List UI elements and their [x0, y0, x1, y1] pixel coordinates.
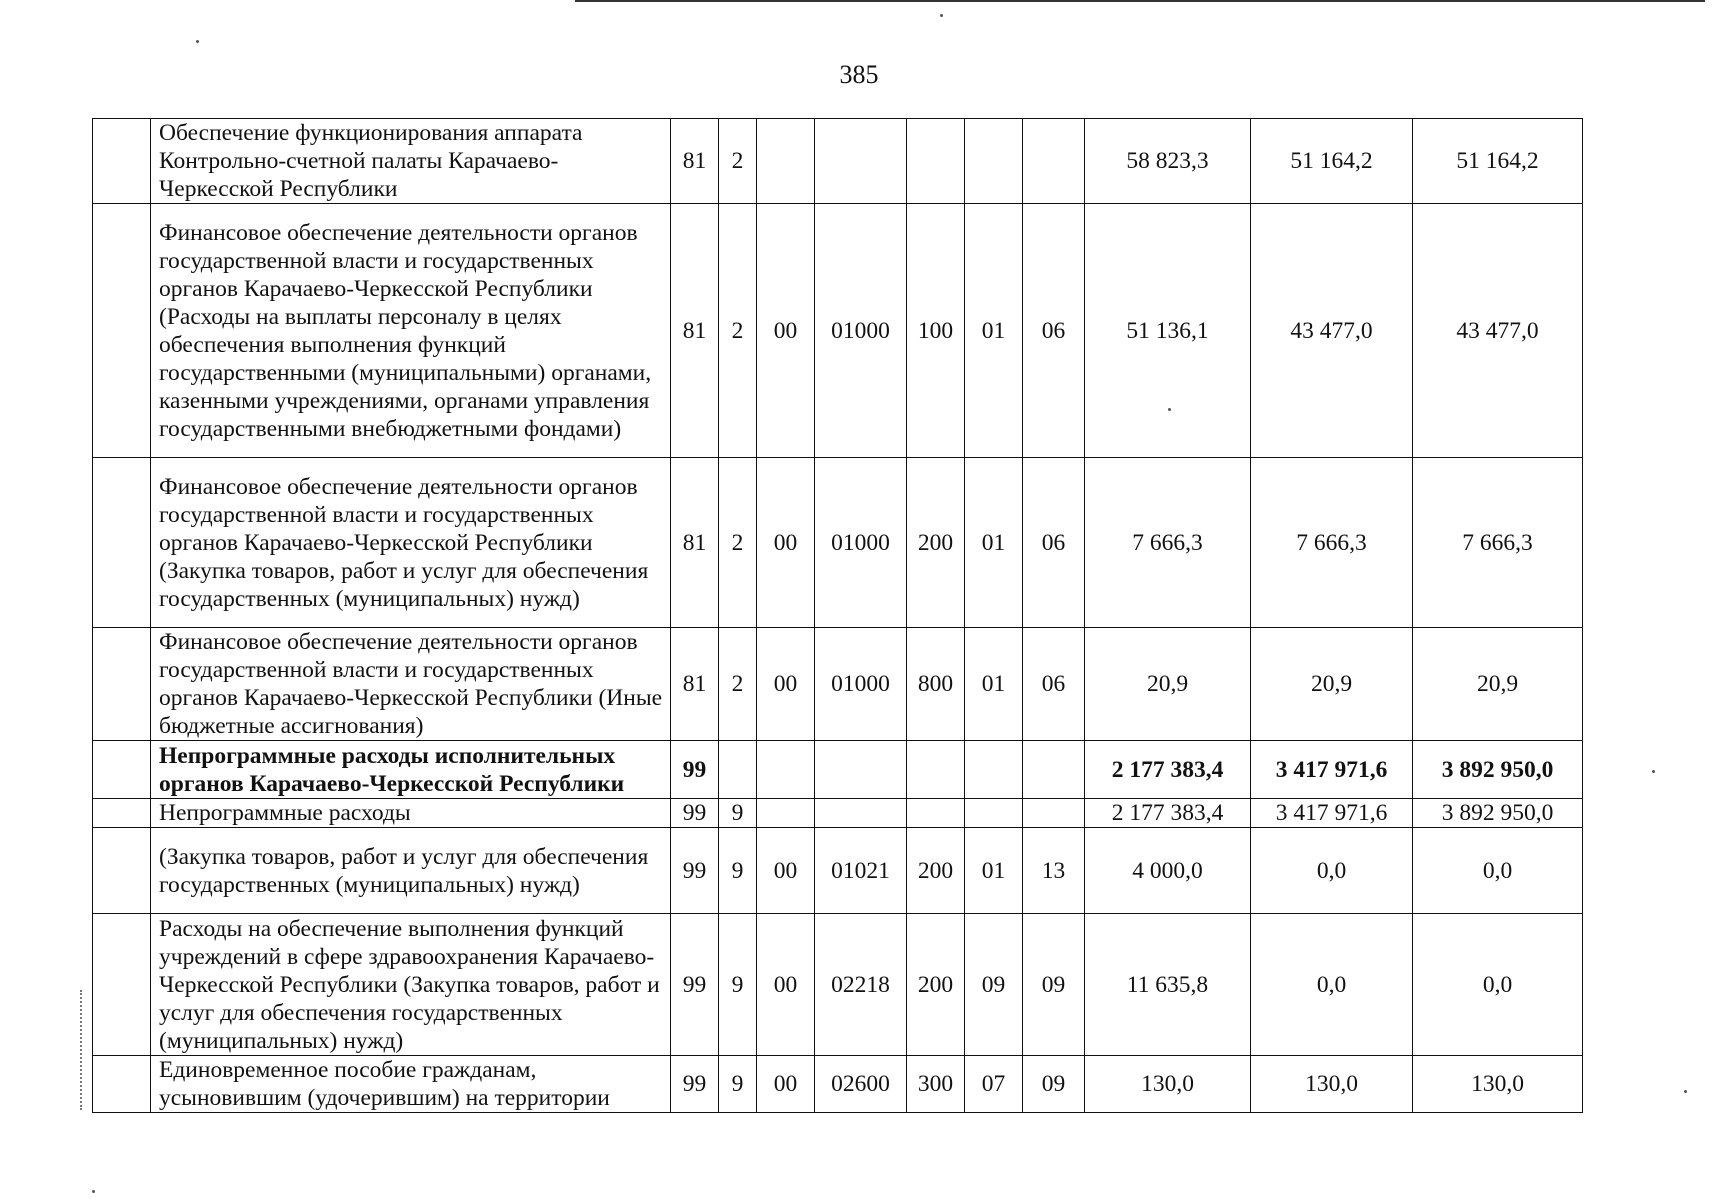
- expense-type-cell: [907, 741, 965, 799]
- subsection-cell: 09: [1023, 1056, 1085, 1113]
- code-subprogram-cell: 2: [719, 458, 757, 628]
- section-cell: [965, 119, 1023, 204]
- subsection-cell: [1023, 119, 1085, 204]
- subsection-cell: 09: [1023, 914, 1085, 1056]
- item-name-cell: Обеспечение функционирования аппарата Контрольно-счетной палаты Карачаево-Черкесской Республики: [151, 119, 671, 204]
- subsection-cell: 13: [1023, 828, 1085, 914]
- section-cell: 01: [965, 828, 1023, 914]
- section-cell: 09: [965, 914, 1023, 1056]
- row-index-cell: [93, 914, 151, 1056]
- table-row: [93, 628, 1583, 741]
- amount-year3-cell: 0,0: [1413, 828, 1583, 914]
- page-number: 385: [839, 60, 879, 89]
- table-row: [93, 914, 1583, 1056]
- code-program-cell: 99: [671, 1056, 719, 1113]
- code-main-event-cell: 00: [757, 458, 815, 628]
- scan-speck: [1168, 408, 1171, 411]
- expense-type-cell: 800: [907, 628, 965, 741]
- code-subprogram-cell: [719, 741, 757, 799]
- amount-year2-cell: 3 417 971,6: [1251, 741, 1413, 799]
- section-cell: 07: [965, 1056, 1023, 1113]
- scan-speck: [196, 40, 199, 43]
- code-direction-cell: 02218: [815, 914, 907, 1056]
- code-direction-cell: 01000: [815, 628, 907, 741]
- code-program-cell: 81: [671, 119, 719, 204]
- table-row: [93, 204, 1583, 458]
- table-body: [93, 119, 1583, 1113]
- table-row: [93, 119, 1583, 204]
- subsection-cell: 06: [1023, 628, 1085, 741]
- code-direction-cell: [815, 799, 907, 828]
- item-name-cell: Расходы на обеспечение выполнения функций учреждений в сфере здравоохранения Карачаево-Черкесской Республики (Закупка товаров, работ и услуг для обеспечения государственных (муниципальных) нужд): [151, 914, 671, 1056]
- scan-margin-mark: [80, 990, 100, 1110]
- amount-year3-cell: 43 477,0: [1413, 204, 1583, 458]
- scan-speck: [92, 1190, 95, 1193]
- amount-year3-cell: 3 892 950,0: [1413, 799, 1583, 828]
- amount-year1-cell: 11 635,8: [1085, 914, 1251, 1056]
- row-index-cell: [93, 119, 151, 204]
- amount-year1-cell: 51 136,1: [1085, 204, 1251, 458]
- code-main-event-cell: 00: [757, 1056, 815, 1113]
- code-main-event-cell: [757, 741, 815, 799]
- item-name-cell: Непрограммные расходы: [151, 799, 671, 828]
- section-cell: 01: [965, 458, 1023, 628]
- expense-type-cell: 200: [907, 458, 965, 628]
- row-index-cell: [93, 628, 151, 741]
- code-subprogram-cell: 9: [719, 1056, 757, 1113]
- code-direction-cell: 02600: [815, 1056, 907, 1113]
- amount-year1-cell: 2 177 383,4: [1085, 799, 1251, 828]
- amount-year1-cell: 2 177 383,4: [1085, 741, 1251, 799]
- code-subprogram-cell: 9: [719, 799, 757, 828]
- expense-type-cell: [907, 799, 965, 828]
- amount-year3-cell: 7 666,3: [1413, 458, 1583, 628]
- code-main-event-cell: [757, 799, 815, 828]
- row-index-cell: [93, 458, 151, 628]
- amount-year1-cell: 58 823,3: [1085, 119, 1251, 204]
- code-program-cell: 81: [671, 204, 719, 458]
- code-main-event-cell: 00: [757, 204, 815, 458]
- amount-year2-cell: 7 666,3: [1251, 458, 1413, 628]
- amount-year2-cell: 43 477,0: [1251, 204, 1413, 458]
- code-subprogram-cell: 2: [719, 628, 757, 741]
- table-row: [93, 1056, 1583, 1113]
- code-program-cell: 81: [671, 458, 719, 628]
- table-row: [93, 828, 1583, 914]
- row-index-cell: [93, 741, 151, 799]
- table-row: [93, 741, 1583, 799]
- amount-year1-cell: 4 000,0: [1085, 828, 1251, 914]
- row-index-cell: [93, 799, 151, 828]
- amount-year2-cell: 0,0: [1251, 914, 1413, 1056]
- budget-table: [92, 118, 1583, 1113]
- code-main-event-cell: [757, 119, 815, 204]
- scan-speck: [940, 14, 943, 17]
- row-index-cell: [93, 828, 151, 914]
- code-program-cell: 81: [671, 628, 719, 741]
- amount-year3-cell: 130,0: [1413, 1056, 1583, 1113]
- row-index-cell: [93, 1056, 151, 1113]
- expense-type-cell: 300: [907, 1056, 965, 1113]
- amount-year3-cell: 3 892 950,0: [1413, 741, 1583, 799]
- code-main-event-cell: 00: [757, 628, 815, 741]
- expense-type-cell: [907, 119, 965, 204]
- row-index-cell: [93, 204, 151, 458]
- amount-year2-cell: 0,0: [1251, 828, 1413, 914]
- subsection-cell: 06: [1023, 458, 1085, 628]
- table-row: [93, 799, 1583, 828]
- code-direction-cell: [815, 741, 907, 799]
- section-cell: [965, 799, 1023, 828]
- code-program-cell: 99: [671, 741, 719, 799]
- amount-year3-cell: 51 164,2: [1413, 119, 1583, 204]
- code-direction-cell: [815, 119, 907, 204]
- item-name-cell: (Закупка товаров, работ и услуг для обеспечения государственных (муниципальных) нужд): [151, 828, 671, 914]
- code-program-cell: 99: [671, 828, 719, 914]
- amount-year1-cell: 20,9: [1085, 628, 1251, 741]
- amount-year2-cell: 20,9: [1251, 628, 1413, 741]
- code-main-event-cell: 00: [757, 914, 815, 1056]
- amount-year1-cell: 7 666,3: [1085, 458, 1251, 628]
- item-name-cell: Единовременное пособие гражданам, усыновившим (удочерившим) на территории: [151, 1056, 671, 1113]
- table-row: [93, 458, 1583, 628]
- item-name-cell: Финансовое обеспечение деятельности органов государственной власти и государственных органов Карачаево-Черкесской Республики (Закупка товаров, работ и услуг для обеспечения государственных (муниципальных) нужд): [151, 458, 671, 628]
- amount-year1-cell: 130,0: [1085, 1056, 1251, 1113]
- top-border-line: [575, 0, 1705, 2]
- item-name-cell: Финансовое обеспечение деятельности органов государственной власти и государственных органов Карачаево-Черкесской Республики (Расходы на выплаты персоналу в целях обеспечения выполнения функций государственными (муниципальными) органами, казенными учреждениями, органами управления государственными внебюджетными фондами): [151, 204, 671, 458]
- amount-year2-cell: 51 164,2: [1251, 119, 1413, 204]
- expense-type-cell: 100: [907, 204, 965, 458]
- amount-year2-cell: 3 417 971,6: [1251, 799, 1413, 828]
- amount-year2-cell: 130,0: [1251, 1056, 1413, 1113]
- code-program-cell: 99: [671, 914, 719, 1056]
- item-name-cell: Непрограммные расходы исполнительных органов Карачаево-Черкесской Республики: [151, 741, 671, 799]
- section-cell: [965, 741, 1023, 799]
- amount-year3-cell: 20,9: [1413, 628, 1583, 741]
- code-main-event-cell: 00: [757, 828, 815, 914]
- section-cell: 01: [965, 628, 1023, 741]
- amount-year3-cell: 0,0: [1413, 914, 1583, 1056]
- subsection-cell: [1023, 799, 1085, 828]
- expense-type-cell: 200: [907, 828, 965, 914]
- code-direction-cell: 01000: [815, 458, 907, 628]
- code-direction-cell: 01000: [815, 204, 907, 458]
- expense-type-cell: 200: [907, 914, 965, 1056]
- code-subprogram-cell: 2: [719, 119, 757, 204]
- subsection-cell: [1023, 741, 1085, 799]
- code-subprogram-cell: 2: [719, 204, 757, 458]
- scan-speck: [1684, 1090, 1687, 1093]
- code-subprogram-cell: 9: [719, 914, 757, 1056]
- code-subprogram-cell: 9: [719, 828, 757, 914]
- code-direction-cell: 01021: [815, 828, 907, 914]
- item-name-cell: Финансовое обеспечение деятельности органов государственной власти и государственных органов Карачаево-Черкесской Республики (Иные бюджетные ассигнования): [151, 628, 671, 741]
- scan-speck: [1652, 770, 1655, 773]
- code-program-cell: 99: [671, 799, 719, 828]
- subsection-cell: 06: [1023, 204, 1085, 458]
- section-cell: 01: [965, 204, 1023, 458]
